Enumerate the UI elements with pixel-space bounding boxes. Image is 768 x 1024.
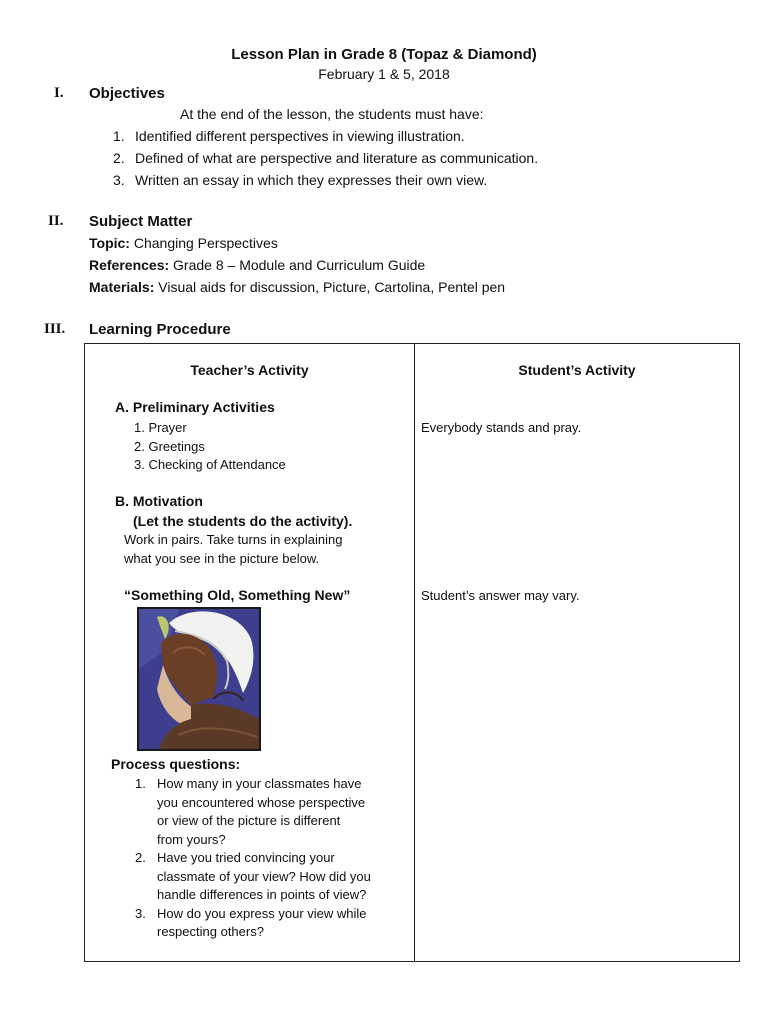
motivation-instruction: what you see in the picture below. <box>124 550 320 566</box>
list-number: 3. <box>113 172 125 188</box>
preliminary-item: 2. Greetings <box>134 438 205 454</box>
preliminary-item: 3. Checking of Attendance <box>134 457 286 472</box>
preliminary-item: 1. Prayer <box>134 420 187 435</box>
table-column-divider <box>414 343 415 962</box>
list-text: Written an essay in which they expresses their own view. <box>135 172 488 188</box>
perspective-illustration <box>137 607 261 751</box>
question-line: from yours? <box>157 831 226 847</box>
objectives-heading: Objectives <box>89 85 165 102</box>
list-number: 2. <box>135 850 146 865</box>
topic-label: Topic: <box>89 235 130 251</box>
materials-value: Visual aids for discussion, Picture, Cartolina, Pentel pen <box>158 279 506 295</box>
materials-label: Materials: <box>89 279 155 295</box>
list-number: 3. <box>135 905 146 921</box>
question-line: How do you express your view while <box>157 905 367 921</box>
motivation-heading: B. Motivation <box>115 493 203 509</box>
objectives-list <box>113 125 538 191</box>
old-young-woman-illustration <box>139 609 259 749</box>
question-line: you encountered whose perspective <box>157 794 366 810</box>
document-date: February 1 & 5, 2018 <box>318 66 450 82</box>
subject-matter-heading: Subject Matter <box>89 213 193 230</box>
picture-title: “Something Old, Something New” <box>124 587 351 603</box>
list-number: 2. <box>113 150 125 166</box>
question-line: classmate of your view? How did you <box>157 868 371 884</box>
section-numeral-objectives: I. <box>54 85 64 101</box>
student-activity-header: Student’s Activity <box>518 362 636 378</box>
topic-line <box>89 235 278 251</box>
procedure-heading: Learning Procedure <box>89 321 231 338</box>
motivation-instruction: Work in pairs. Take turns in explaining <box>124 532 343 547</box>
section-numeral-subject: II. <box>48 213 64 229</box>
question-line: respecting others? <box>157 924 264 939</box>
question-line: How many in your classmates have <box>157 776 362 791</box>
teacher-activity-header: Teacher’s Activity <box>190 362 309 378</box>
document-title: Lesson Plan in Grade 8 (Topaz & Diamond) <box>231 46 537 63</box>
student-response-motivation: Student’s answer may vary. <box>421 588 580 603</box>
list-item <box>113 169 538 191</box>
list-item <box>113 147 538 169</box>
section-numeral-procedure: III. <box>44 321 66 337</box>
references-value: Grade 8 – Module and Curriculum Guide <box>173 257 426 273</box>
motivation-subheading: (Let the students do the activity). <box>133 513 353 529</box>
list-item <box>135 849 407 905</box>
materials-line <box>89 279 505 295</box>
student-response-preliminary: Everybody stands and pray. <box>421 420 582 435</box>
process-questions-heading: Process questions: <box>111 756 241 772</box>
list-text: Defined of what are perspective and literature as communication. <box>135 150 539 166</box>
process-questions-list <box>135 775 407 942</box>
question-line: handle differences in points of view? <box>157 887 367 902</box>
objectives-intro: At the end of the lesson, the students must have: <box>180 106 484 122</box>
list-item <box>135 775 407 849</box>
list-item <box>113 125 538 147</box>
list-item <box>135 905 407 942</box>
question-line: Have you tried convincing your <box>157 850 335 865</box>
list-number: 1. <box>135 776 146 791</box>
topic-value: Changing Perspectives <box>133 235 278 251</box>
question-line: or view of the picture is different <box>157 813 341 828</box>
list-text: Identified different perspectives in viewing illustration. <box>135 128 465 144</box>
references-line <box>89 257 425 273</box>
list-number: 1. <box>113 128 125 144</box>
preliminary-heading: A. Preliminary Activities <box>115 399 275 415</box>
references-label: References: <box>89 257 170 273</box>
